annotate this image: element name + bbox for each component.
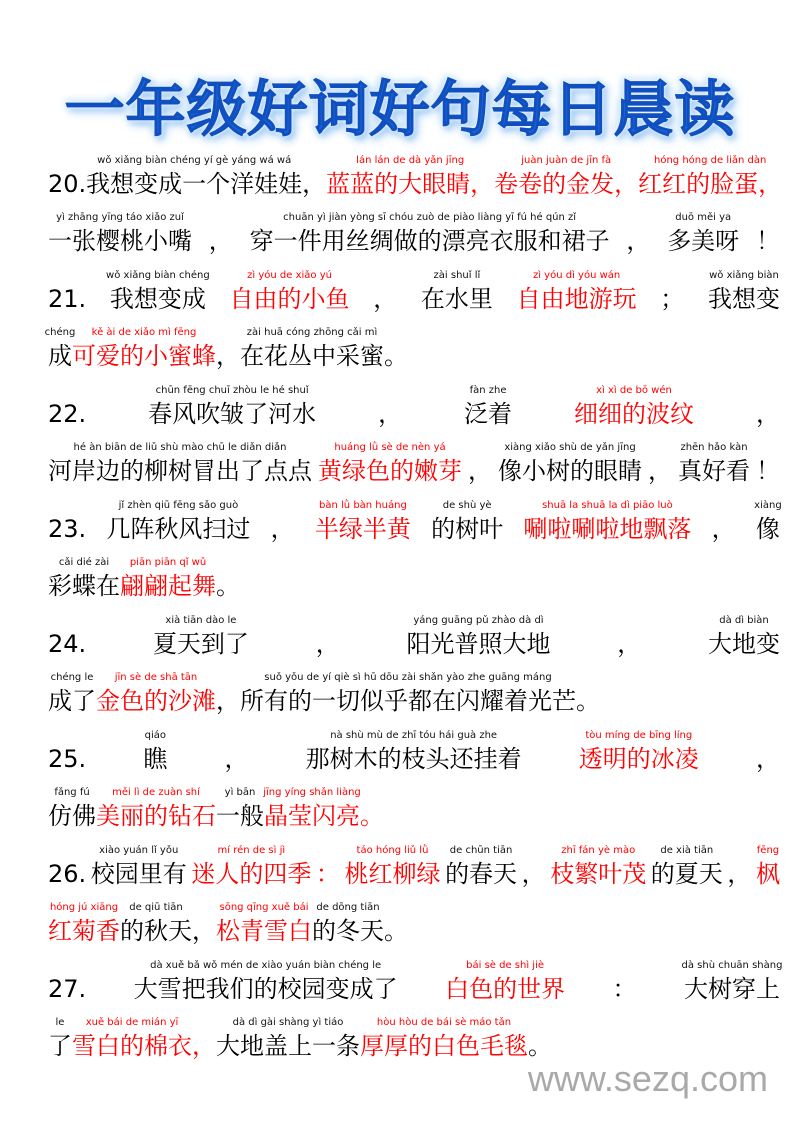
highlighted-phrase <box>360 802 384 838</box>
phrase <box>754 499 782 551</box>
text-line <box>48 838 780 896</box>
phrase-text: 红红的脸蛋， <box>638 169 783 198</box>
pinyin: hòu hòu de bái sè máo tǎn <box>376 1017 512 1028</box>
pinyin: de chūn tiān <box>449 844 513 856</box>
pinyin: fǎng fú <box>54 787 90 798</box>
highlighted-phrase <box>314 499 411 551</box>
phrase-text: ， <box>373 284 398 313</box>
pinyin: juàn juàn de jīn fà <box>521 154 612 166</box>
phrase-text: 春风吹皱了河水 <box>148 399 317 428</box>
pinyin: tòu míng de bīng líng <box>585 729 693 741</box>
phrase <box>271 515 295 551</box>
pinyin: le <box>55 1017 65 1028</box>
phrase-text: ， <box>302 169 327 198</box>
phrase <box>240 672 576 723</box>
pinyin: jīn sè de shā tān <box>114 672 198 683</box>
phrase <box>312 902 384 953</box>
phrase-text: ， <box>617 629 642 658</box>
phrase-text: 蓝蓝的大眼睛， <box>326 169 495 198</box>
pinyin: xià tiān dào le <box>165 614 237 626</box>
phrase-text: 红菊香 <box>48 917 120 945</box>
text-line <box>48 608 780 666</box>
phrase <box>48 212 192 263</box>
pinyin: zhī fán yè mào <box>561 844 636 856</box>
pinyin: wǒ xiǎng biàn chéng <box>106 269 210 281</box>
phrase <box>756 457 780 493</box>
pinyin: de xià tiān <box>660 844 714 856</box>
phrase-text: ， <box>224 744 249 773</box>
pinyin: nà shù mù de zhī tóu hái guà zhe <box>330 729 498 741</box>
watermark: www.sezq.com <box>527 1058 768 1099</box>
phrase-text: 仿佛 <box>48 802 96 830</box>
pinyin: xiàng <box>754 499 782 511</box>
highlighted-phrase <box>516 269 637 321</box>
text-line <box>48 666 780 724</box>
text-line <box>48 896 780 954</box>
phrase <box>106 499 251 551</box>
pinyin: hé àn biān de liǔ shù mào chū le diǎn diǎn <box>73 442 287 453</box>
phrase <box>240 327 384 378</box>
phrase-text: 我想变 <box>707 284 780 313</box>
text-line <box>48 953 783 1011</box>
phrase-text: 真好看 <box>678 457 750 485</box>
phrase-text: 那树木的枝头还挂着 <box>305 744 522 773</box>
phrase <box>90 844 187 896</box>
phrase <box>648 457 672 493</box>
highlighted-phrase <box>192 1032 216 1068</box>
phrase-text: 。 <box>384 342 408 370</box>
sentence-24 <box>48 608 780 723</box>
phrase-text: 的秋天 <box>120 917 192 945</box>
phrase-text: 20. <box>48 169 87 198</box>
phrase <box>378 400 402 436</box>
highlighted-phrase <box>360 1017 528 1068</box>
phrase-text: ！ <box>756 457 780 485</box>
pinyin: dà xuě bǎ wǒ mén de xiào yuán biàn chéng le <box>150 959 382 971</box>
phrase <box>708 614 780 666</box>
phrase <box>727 860 751 896</box>
phrase-text: ， <box>315 629 340 658</box>
phrase-text: 唰啦唰啦地飘落 <box>523 514 692 543</box>
phrase <box>216 1017 360 1068</box>
phrase-text: 像小树的眼睛 <box>498 457 642 485</box>
phrase <box>420 269 493 321</box>
phrase-text: 穿一件用丝绸做的漂亮衣服和裙子 <box>249 227 610 255</box>
phrase <box>143 729 168 781</box>
highlighted-phrase <box>229 269 350 321</box>
phrase <box>209 227 233 263</box>
phrase-text: ， <box>378 399 403 428</box>
pinyin: wǒ xiǎng biàn chéng yí gè yáng wá wá <box>97 154 292 166</box>
phrase <box>464 384 513 436</box>
phrase-text: 成了 <box>48 687 96 715</box>
phrase-text: 的冬天 <box>312 917 384 945</box>
pinyin: měi lì de zuàn shí <box>112 787 200 798</box>
highlighted-phrase <box>48 902 120 953</box>
phrase <box>48 170 86 206</box>
phrase <box>522 860 546 896</box>
phrase <box>48 787 96 838</box>
sentence-22 <box>48 378 780 493</box>
pinyin: xuě bái de mián yī <box>85 1017 179 1028</box>
phrase-text: 可爱的小蜜蜂 <box>72 342 216 370</box>
text-line <box>48 263 780 321</box>
phrase-text: 枫 <box>755 859 780 888</box>
phrase <box>48 1017 72 1068</box>
phrase <box>48 442 312 493</box>
phrase <box>148 384 317 436</box>
highlighted-phrase <box>316 860 340 896</box>
phrase-text: 大雪把我们的校园变成了 <box>133 974 398 1003</box>
phrase <box>384 342 408 378</box>
phrase-text: 的夏天 <box>650 859 723 888</box>
highlighted-phrase <box>638 154 783 206</box>
highlighted-phrase <box>72 1017 192 1068</box>
phrase <box>406 614 551 666</box>
pinyin: cǎi dié zài <box>58 557 110 568</box>
highlighted-phrase <box>550 844 647 896</box>
phrase <box>133 959 398 1011</box>
pinyin: fàn zhe <box>469 384 507 396</box>
phrase-text: ， <box>192 1032 216 1060</box>
phrase <box>48 672 96 723</box>
highlighted-phrase <box>445 959 566 1011</box>
text-line <box>48 551 780 609</box>
phrase <box>498 442 642 493</box>
pinyin: bàn lǜ bàn huáng <box>319 499 407 511</box>
phrase-text: 大树穿上 <box>683 974 780 1003</box>
phrase-text: ， <box>648 457 672 485</box>
phrase <box>617 630 641 666</box>
phrase-text: 迷人的四季 <box>191 859 312 888</box>
pinyin: dà dì biàn <box>719 614 769 626</box>
pinyin: de qiū tiān <box>129 902 183 913</box>
phrase-text: 23. <box>48 514 87 543</box>
pinyin: xiào yuán lǐ yǒu <box>99 844 179 856</box>
sentence-list <box>44 148 783 1068</box>
phrase-text: ： <box>612 974 637 1003</box>
phrase-text: 。 <box>216 572 240 600</box>
phrase-text: ， <box>270 514 295 543</box>
phrase <box>678 442 750 493</box>
pinyin: dà dì gài shàng yì tiáo <box>232 1017 344 1028</box>
phrase <box>707 269 780 321</box>
phrase-text: 河岸边的柳树冒出了点点 <box>48 457 312 485</box>
phrase-text: 金色的沙滩 <box>96 687 216 715</box>
phrase <box>216 687 240 723</box>
phrase-text: 。 <box>576 687 600 715</box>
phrase-text: ： <box>315 859 340 888</box>
phrase <box>576 687 600 723</box>
phrase-text: 厚厚的白色毛毯 <box>360 1032 528 1060</box>
phrase <box>305 729 522 781</box>
phrase-text: ， <box>727 859 752 888</box>
phrase-text: 一般 <box>216 802 264 830</box>
phrase-text: 松青雪白 <box>216 917 312 945</box>
phrase-text: 在水里 <box>420 284 493 313</box>
phrase-text: 大地盖上一条 <box>216 1032 360 1060</box>
phrase-text: 像 <box>755 514 780 543</box>
phrase <box>613 975 637 1011</box>
pinyin: suǒ yǒu de yí qiè sì hū dōu zài shǎn yào zhe guāng máng <box>264 672 552 683</box>
phrase-text: ， <box>468 457 492 485</box>
phrase <box>667 212 740 263</box>
phrase-text: 瞧 <box>143 744 168 773</box>
phrase <box>712 515 736 551</box>
phrase <box>48 515 86 551</box>
pinyin: kě ài de xiǎo mì fēng <box>91 327 197 338</box>
text-line <box>48 781 780 839</box>
pinyin: dà shù chuān shàng <box>681 959 783 971</box>
highlighted-phrase <box>344 844 441 896</box>
pinyin: zì yóu dì yóu wán <box>532 269 621 281</box>
phrase-text: ， <box>755 399 780 428</box>
phrase-text: 雪白的棉衣 <box>72 1032 192 1060</box>
phrase <box>756 745 780 781</box>
pinyin: hóng jú xiāng <box>49 902 119 913</box>
phrase-text: ， <box>208 227 233 255</box>
pinyin: chūn fēng chuī zhòu le hé shuǐ <box>155 384 309 396</box>
phrase <box>431 499 504 551</box>
phrase-text: 美丽的钻石 <box>96 802 216 830</box>
highlighted-phrase <box>755 844 780 896</box>
pinyin: mí rén de sì jì <box>217 844 286 856</box>
phrase-text: 卷卷的金发， <box>494 169 639 198</box>
phrase-text: ； <box>660 284 685 313</box>
sentence-26 <box>48 838 780 953</box>
highlighted-phrase <box>263 787 361 838</box>
phrase-text: 的春天 <box>445 859 518 888</box>
highlighted-phrase <box>72 327 216 378</box>
phrase-text: 24. <box>48 629 87 658</box>
phrase <box>106 269 210 321</box>
phrase <box>249 212 610 263</box>
phrase <box>48 557 120 608</box>
phrase-text: ， <box>755 744 780 773</box>
highlighted-phrase <box>326 154 495 206</box>
phrase-text: 所有的一切似乎都在闪耀着光芒 <box>240 687 576 715</box>
phrase-text: ， <box>626 227 651 255</box>
text-line <box>48 206 780 264</box>
phrase <box>48 860 86 896</box>
phrase <box>48 285 86 321</box>
phrase <box>756 227 780 263</box>
phrase-text: 细细的波纹 <box>573 399 694 428</box>
phrase-text: 25. <box>48 744 87 773</box>
sentence-27 <box>48 953 783 1068</box>
phrase <box>660 285 684 321</box>
pinyin: sōng qīng xuě bái <box>219 902 309 913</box>
phrase <box>384 917 408 953</box>
page-title: 一年级好词好句每日晨读 <box>64 75 736 145</box>
phrase-text: ， <box>711 514 736 543</box>
phrase <box>302 170 326 206</box>
highlighted-phrase <box>494 154 639 206</box>
pinyin: hóng hóng de liǎn dàn <box>654 154 767 166</box>
pinyin: bái sè de shì jiè <box>466 959 545 971</box>
pinyin: jǐ zhèn qiū fēng sǎo guò <box>118 499 239 511</box>
pinyin: lán lán de dà yǎn jīng <box>356 154 465 166</box>
phrase-text: 21. <box>48 284 87 313</box>
phrase <box>626 227 650 263</box>
phrase <box>216 572 240 608</box>
phrase-text: 自由的小鱼 <box>229 284 350 313</box>
text-line <box>44 321 780 379</box>
highlighted-phrase <box>578 729 699 781</box>
phrase-text: 了 <box>48 1032 72 1060</box>
pinyin: zì yóu de xiǎo yú <box>247 269 332 281</box>
highlighted-phrase <box>120 557 216 608</box>
phrase <box>48 745 86 781</box>
phrase <box>650 844 723 896</box>
pinyin: xì xì de bō wén <box>596 384 672 396</box>
phrase-text: 彩蝶在 <box>48 572 120 600</box>
pinyin: chéng le <box>50 672 94 683</box>
phrase <box>48 400 86 436</box>
highlighted-phrase <box>523 499 692 551</box>
phrase-text: 夏天到了 <box>152 629 249 658</box>
pinyin: zhēn hǎo kàn <box>680 442 748 453</box>
text-line <box>48 723 780 781</box>
highlighted-phrase <box>96 672 216 723</box>
phrase-text: 自由地游玩 <box>516 284 637 313</box>
phrase-text: 透明的冰凌 <box>578 744 699 773</box>
phrase-text: 我想变成 <box>109 284 206 313</box>
phrase-text: 。 <box>384 917 408 945</box>
text-line <box>48 148 783 206</box>
text-line <box>48 378 780 436</box>
pinyin: yáng guāng pǔ zhào dà dì <box>413 614 544 626</box>
pinyin: xiàng xiǎo shù de yǎn jīng <box>504 442 636 453</box>
pinyin: jīng yíng shǎn liàng <box>263 787 361 798</box>
phrase <box>216 342 240 378</box>
highlighted-phrase <box>318 442 462 493</box>
highlighted-phrase <box>216 902 312 953</box>
phrase <box>192 917 216 953</box>
highlighted-phrase <box>96 787 216 838</box>
phrase <box>445 844 518 896</box>
phrase-text: ， <box>521 859 546 888</box>
phrase <box>44 327 76 378</box>
phrase-text: 阳光普照大地 <box>406 629 551 658</box>
pinyin: de shù yè <box>442 499 492 511</box>
phrase-text: 桃红柳绿 <box>344 859 441 888</box>
phrase-text: 。 <box>360 802 384 830</box>
phrase-text: 大地变 <box>708 629 780 658</box>
pinyin: duō měi ya <box>675 212 732 223</box>
pinyin: piān piān qǐ wǔ <box>129 557 207 568</box>
highlighted-phrase <box>191 844 312 896</box>
phrase-text: ， <box>192 917 216 945</box>
phrase <box>316 630 340 666</box>
pinyin: fēng <box>756 844 780 856</box>
phrase-text: 晶莹闪亮 <box>264 802 360 830</box>
phrase-text: 。 <box>528 1032 552 1060</box>
phrase <box>224 745 248 781</box>
phrase-text: 翩翩起舞 <box>120 572 216 600</box>
phrase <box>48 630 86 666</box>
sentence-25 <box>48 723 780 838</box>
phrase <box>756 400 780 436</box>
sentence-23 <box>48 493 780 608</box>
pinyin: shuā la shuā la dì piāo luò <box>542 499 673 511</box>
phrase-text: 一张樱桃小嘴 <box>48 227 192 255</box>
phrase-text: 校园里有 <box>90 859 187 888</box>
phrase <box>120 902 192 953</box>
phrase <box>86 154 303 206</box>
phrase-text: 枝繁叶茂 <box>550 859 647 888</box>
phrase-text: 22. <box>48 399 87 428</box>
pinyin: yì zhāng yīng táo xiǎo zuǐ <box>56 212 184 223</box>
sentence-20 <box>48 148 783 263</box>
text-line <box>48 493 780 551</box>
phrase-text: 我想变成一个洋娃娃 <box>86 169 303 198</box>
pinyin: táo hóng liǔ lǜ <box>356 844 429 856</box>
pinyin: qiáo <box>144 729 167 741</box>
phrase-text: 成 <box>48 342 72 370</box>
phrase-text: 多美呀 <box>667 227 740 255</box>
phrase-text: 几阵秋风扫过 <box>106 514 251 543</box>
phrase <box>48 975 86 1011</box>
phrase-text: 的树叶 <box>431 514 504 543</box>
phrase-text: ， <box>216 342 240 370</box>
pinyin: de dōng tiān <box>316 902 380 913</box>
phrase-text: ！ <box>755 227 780 255</box>
text-line <box>48 436 780 494</box>
phrase-text: 27. <box>48 974 87 1003</box>
pinyin: huáng lǜ sè de nèn yá <box>334 442 446 453</box>
phrase-text: 泛着 <box>464 399 513 428</box>
phrase-text: 半绿半黄 <box>314 514 411 543</box>
phrase <box>216 787 264 838</box>
pinyin: chuān yì jiàn yòng sī chóu zuò de piào liàng yī fú hé qún zǐ <box>283 212 577 223</box>
phrase-text: 在花丛中采蜜 <box>240 342 384 370</box>
pinyin: yì bān <box>224 787 256 798</box>
pinyin: zài huā cóng zhōng cǎi mì <box>246 327 378 338</box>
phrase-text: 白色的世界 <box>445 974 566 1003</box>
sentence-21 <box>44 263 780 378</box>
phrase <box>373 285 397 321</box>
phrase <box>681 959 783 1011</box>
phrase <box>468 457 492 493</box>
phrase-text: 26. <box>48 859 87 888</box>
phrase <box>152 614 249 666</box>
phrase-text: 黄绿色的嫩芽 <box>318 457 462 485</box>
pinyin: wǒ xiǎng biàn <box>709 269 779 281</box>
pinyin: zài shuǐ lǐ <box>433 269 481 281</box>
highlighted-phrase <box>573 384 694 436</box>
pinyin: chéng <box>44 327 76 338</box>
phrase-text: ， <box>216 687 240 715</box>
